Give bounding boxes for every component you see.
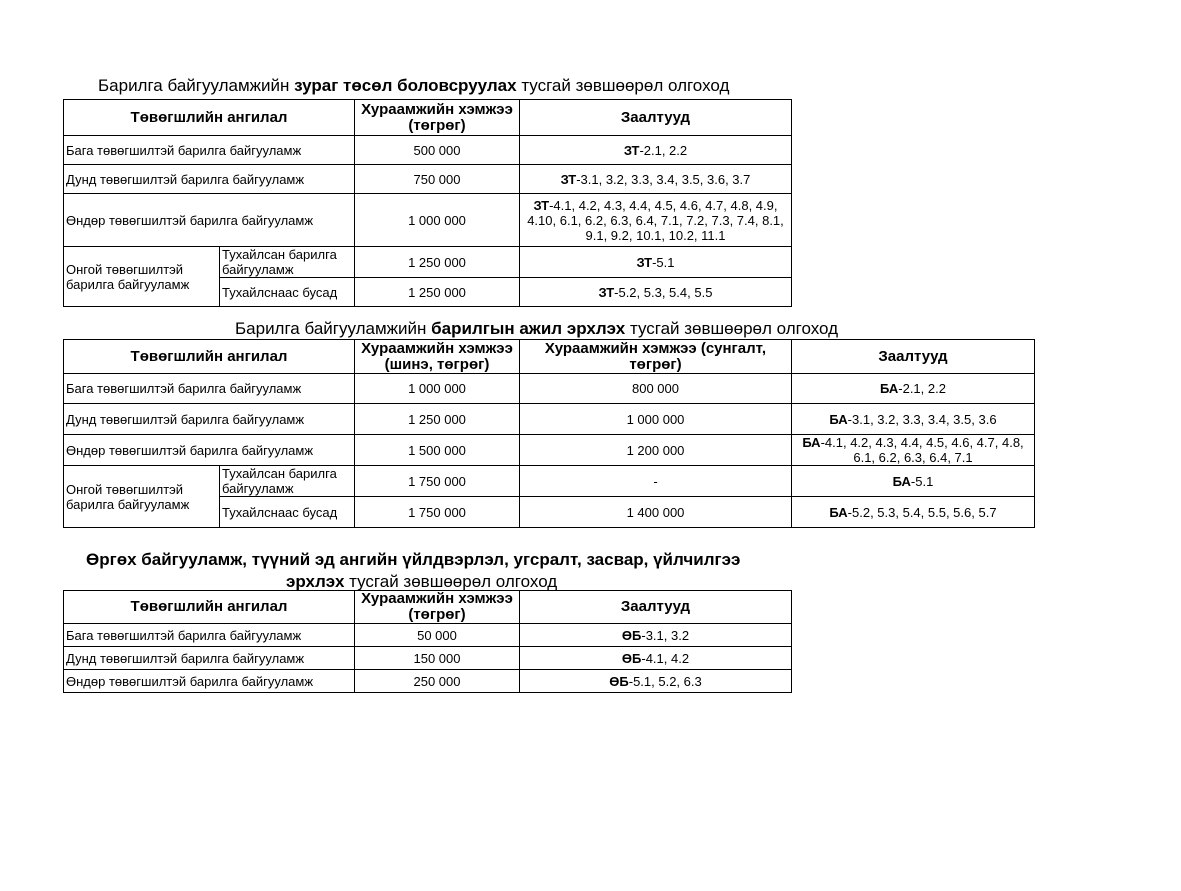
row-fee-extension: - (520, 466, 792, 497)
row-refs (520, 194, 792, 247)
header-category: Төвөгшлийн ангилал (64, 591, 355, 624)
row-fee: 500 000 (355, 136, 520, 165)
ref-code: ӨБ (609, 673, 629, 689)
ref-list: -2.1, 2.2 (639, 142, 688, 158)
section1-title-post: тусгай зөвшөөрөл олгоход (516, 76, 730, 95)
ref-code: БА (829, 411, 848, 427)
row-fee-extension: 800 000 (520, 374, 792, 404)
row-refs (520, 136, 792, 165)
ref-list: -3.1, 3.2, 3.3, 3.4, 3.5, 3.6, 3.7 (576, 171, 751, 187)
table-row (64, 165, 792, 194)
row-label: Бага төвөгшилтэй барилга байгууламж (64, 136, 355, 165)
header-refs: Заалтууд (520, 100, 792, 136)
header-fee-new: Хураамжийн хэмжээ (шинэ, төгрөг) (355, 340, 520, 374)
ref-list: -4.1, 4.2 (641, 650, 690, 666)
table-row (64, 374, 1035, 404)
section1-table (63, 99, 792, 307)
row-refs (792, 497, 1035, 528)
header-fee: Хураамжийн хэмжээ (төгрөг) (355, 591, 520, 624)
section1-title (98, 76, 729, 96)
ref-code: ЗТ (636, 254, 653, 270)
table-row (64, 466, 1035, 497)
ref-code: БА (892, 473, 911, 489)
header-category: Төвөгшлийн ангилал (64, 340, 355, 374)
sub-row-label: Тухайлснаас бусад (220, 497, 355, 528)
row-refs (520, 165, 792, 194)
ref-list: -4.1, 4.2, 4.3, 4.4, 4.5, 4.6, 4.7, 4.8, 4.9, 4.10, 6.1, 6.2, 6.3, 6.4, 7.1, 7.2, 7.3, 7.4, 8.1, 9.1, 9.2, 10.1, 10.2, 11.1 (527, 197, 784, 243)
row-fee: 1 500 000 (355, 435, 520, 466)
row-fee-extension: 1 000 000 (520, 404, 792, 435)
row-label: Өндөр төвөгшилтэй барилга байгууламж (64, 670, 355, 693)
ref-list: -3.1, 3.2, 3.3, 3.4, 3.5, 3.6 (847, 411, 997, 427)
section1-title-pre: Барилга байгууламжийн (98, 76, 295, 95)
ref-list: -2.1, 2.2 (898, 381, 946, 396)
ref-code: БА (802, 435, 821, 450)
ref-list: -4.1, 4.2, 4.3, 4.4, 4.5, 4.6, 4.7, 4.8, 6.1, 6.2, 6.3, 6.4, 7.1 (820, 435, 1024, 465)
row-fee: 1 750 000 (355, 497, 520, 528)
section2-title-pre: Барилга байгууламжийн (235, 319, 432, 338)
header-category: Төвөгшлийн ангилал (64, 100, 355, 136)
sub-row-label: Тухайлсан барилга байгууламж (220, 247, 355, 278)
section2-title (235, 319, 838, 339)
ref-list: -3.1, 3.2 (641, 627, 690, 643)
group-label: Онгой төвөгшилтэй барилга байгууламж (64, 466, 220, 528)
row-fee: 250 000 (355, 670, 520, 693)
table-row (64, 194, 792, 247)
section3-table (63, 590, 792, 693)
section2-title-bold: барилгын ажил эрхлэх (431, 319, 626, 338)
section2-table (63, 339, 1035, 528)
row-fee: 50 000 (355, 624, 520, 647)
ref-code: ЗТ (623, 142, 640, 158)
ref-list: -5.1, 5.2, 6.3 (628, 673, 702, 689)
section3-title-line2 (286, 572, 557, 592)
group-label: Онгой төвөгшилтэй барилга байгууламж (64, 247, 220, 307)
row-fee: 1 000 000 (355, 194, 520, 247)
ref-code: БА (829, 504, 848, 520)
row-refs (792, 404, 1035, 435)
table-header-row (64, 591, 792, 624)
section3-title-bold: эрхлэх (286, 572, 345, 591)
row-refs (520, 278, 792, 307)
ref-code: ӨБ (621, 650, 642, 666)
table-header-row (64, 340, 1035, 374)
ref-list: -5.2, 5.3, 5.4, 5.5, 5.6, 5.7 (847, 504, 997, 520)
row-label: Дунд төвөгшилтэй барилга байгууламж (64, 647, 355, 670)
section3-title-line1-text: Өргөх байгууламж, түүний эд ангийн үйлдвэрлэл, угсралт, засвар, үйлчилгээ (86, 550, 741, 569)
row-label: Бага төвөгшилтэй барилга байгууламж (64, 624, 355, 647)
row-fee: 1 250 000 (355, 247, 520, 278)
row-refs (792, 435, 1035, 466)
row-label: Бага төвөгшилтэй барилга байгууламж (64, 374, 355, 404)
row-fee: 1 750 000 (355, 466, 520, 497)
ref-list: -5.2, 5.3, 5.4, 5.5 (614, 284, 713, 300)
row-fee: 150 000 (355, 647, 520, 670)
table-row (64, 624, 792, 647)
section3-title-post: тусгай зөвшөөрөл олгоход (344, 572, 558, 591)
ref-code: ӨБ (621, 627, 642, 643)
ref-code: ЗТ (533, 197, 550, 213)
header-refs: Заалтууд (792, 340, 1035, 374)
sub-row-label: Тухайлснаас бусад (220, 278, 355, 307)
row-fee-extension: 1 200 000 (520, 435, 792, 466)
row-fee: 1 000 000 (355, 374, 520, 404)
header-refs: Заалтууд (520, 591, 792, 624)
row-refs (520, 247, 792, 278)
row-refs (520, 647, 792, 670)
row-refs (792, 374, 1035, 404)
row-fee-extension: 1 400 000 (520, 497, 792, 528)
ref-list: -5.1 (910, 473, 934, 489)
table-row (64, 435, 1035, 466)
section3-title-line1 (86, 550, 740, 570)
row-label: Дунд төвөгшилтэй барилга байгууламж (64, 404, 355, 435)
row-label: Дунд төвөгшилтэй барилга байгууламж (64, 165, 355, 194)
row-label: Өндөр төвөгшилтэй барилга байгууламж (64, 435, 355, 466)
row-fee: 750 000 (355, 165, 520, 194)
row-fee: 1 250 000 (355, 404, 520, 435)
row-label: Өндөр төвөгшилтэй барилга байгууламж (64, 194, 355, 247)
header-fee: Хураамжийн хэмжээ (төгрөг) (355, 100, 520, 136)
ref-list: -5.1 (652, 254, 675, 270)
ref-code: ЗТ (560, 171, 577, 187)
section1-title-bold: зураг төсөл боловсруулах (294, 76, 517, 95)
header-fee-extension: Хураамжийн хэмжээ (сунгалт, төгрөг) (520, 340, 792, 374)
table-row (64, 404, 1035, 435)
table-row (64, 647, 792, 670)
table-header-row (64, 100, 792, 136)
row-refs (520, 624, 792, 647)
row-refs (520, 670, 792, 693)
ref-code: БА (880, 381, 899, 396)
table-row (64, 247, 792, 278)
section2-title-post: тусгай зөвшөөрөл олгоход (625, 319, 839, 338)
ref-code: ЗТ (598, 284, 615, 300)
row-fee: 1 250 000 (355, 278, 520, 307)
table-row (64, 136, 792, 165)
row-refs (792, 466, 1035, 497)
sub-row-label: Тухайлсан барилга байгууламж (220, 466, 355, 497)
table-row (64, 670, 792, 693)
